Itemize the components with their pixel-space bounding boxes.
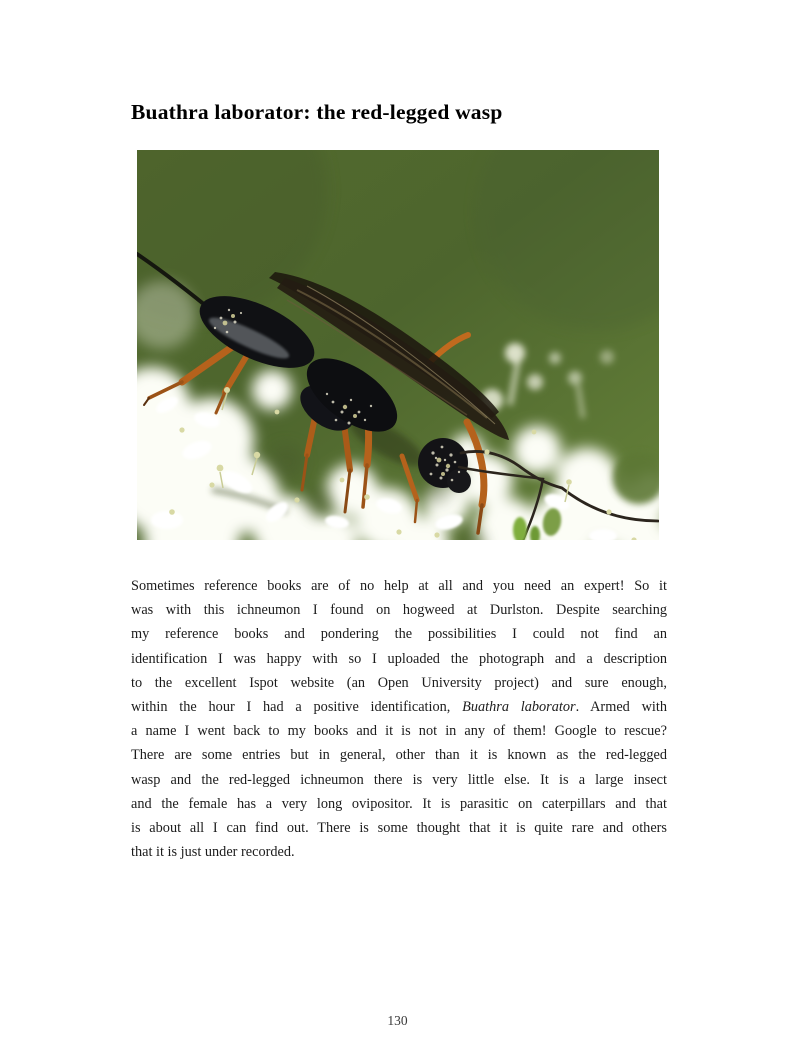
- paragraph-line: is about all I can find out. There is some thought that it is quite rare and others: [131, 819, 667, 836]
- paragraph-line: my reference books and pondering the possibilities I could not find an: [131, 626, 667, 643]
- paragraph-line: within the hour I had a positive identification, Buathra laborator. Armed with: [131, 698, 667, 715]
- paragraph-line: that it is just under recorded.: [131, 844, 295, 861]
- paragraph-line: There are some entries but in general, other than it is known as the red-legged: [131, 747, 667, 764]
- paragraph-line: was with this ichneumon I found on hogweed at Durlston. Despite searching: [131, 602, 667, 619]
- page-title: Buathra laborator: the red-legged wasp: [131, 100, 503, 124]
- paragraph-line: to the excellent Ispot website (an Open University project) and sure enough,: [131, 674, 667, 691]
- paragraph-line: and the female has a very long ovipositor. It is parasitic on caterpillars and that: [131, 795, 667, 812]
- paragraph-line: Sometimes reference books are of no help at all and you need an expert! So it: [131, 578, 667, 594]
- body-paragraph: [131, 574, 667, 864]
- paragraph-line: a name I went back to my books and it is not in any of them! Google to rescue?: [131, 723, 667, 740]
- wasp-photo: [137, 150, 659, 540]
- paragraph-line: identification I was happy with so I uploaded the photograph and a description: [131, 650, 667, 667]
- page-number: 130: [387, 1013, 408, 1028]
- paragraph-line: wasp and the red-legged ichneumon there is very little else. It is a large insect: [131, 771, 667, 788]
- wasp-photo-graphic: [137, 150, 659, 540]
